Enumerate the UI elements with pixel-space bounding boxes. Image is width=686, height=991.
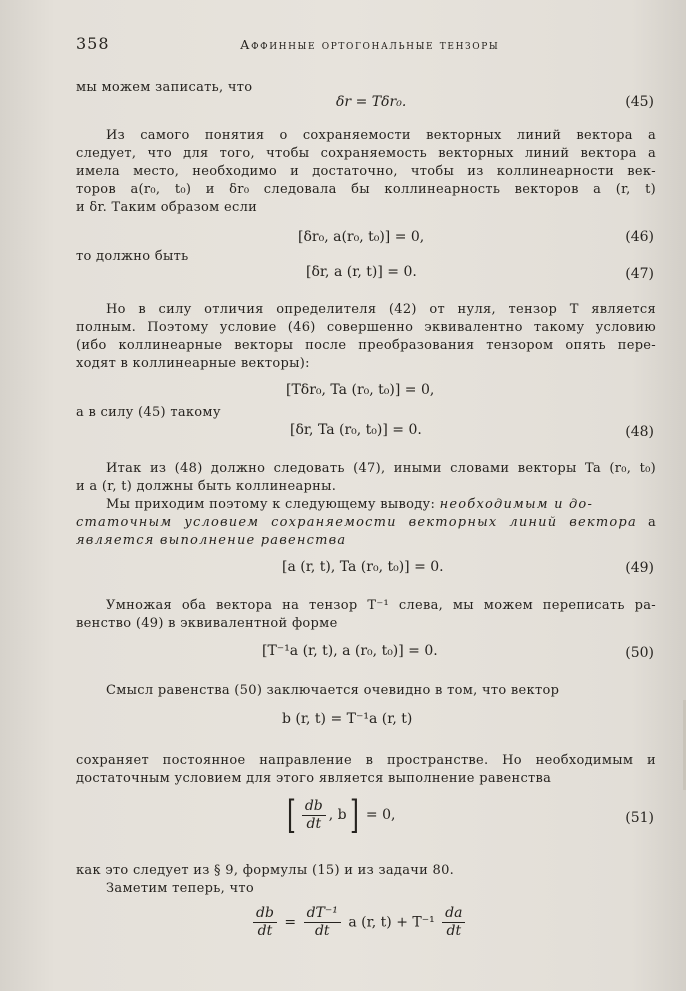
text-line: является выполнение равенства <box>76 533 347 548</box>
text-line: мы можем записать, что <box>76 80 253 95</box>
equation-number-46: (46) <box>625 229 654 245</box>
text-line: (ибо коллинеарные векторы после преобразования тензором опять пере- <box>76 338 656 353</box>
text-line: сохраняет постоянное направление в пространстве. Но необходимым и <box>76 753 656 768</box>
equation-49: [a (r, t), Ta (r₀, t₀)] = 0. <box>282 559 444 575</box>
text-line: следует, что для того, чтобы сохраняемость векторных линий вектора a <box>76 146 656 161</box>
equation-derivative: $\frac{db}{dt}$ = $\frac{\text{dT⁻¹}}{dt}$ a (r, t) + T⁻¹ $\frac{da}{dt}$ <box>250 905 468 940</box>
equation-number-48: (48) <box>625 424 654 440</box>
text-line: Из самого понятия о сохраняемости векторных линий вектора a <box>106 128 656 143</box>
text-line: а в силу (45) такому <box>76 405 221 420</box>
running-title: Аффинные ортогональные тензоры <box>240 37 500 52</box>
text-line: Смысл равенства (50) заключается очевидно в том, что вектор <box>106 683 560 698</box>
equation-50: [T⁻¹a (r, t), a (r₀, t₀)] = 0. <box>262 643 438 659</box>
text-line: Итак из (48) должно следовать (47), иными словами векторы Ta (r₀, t₀) <box>106 461 656 476</box>
text-line: венство (49) в эквивалентной форме <box>76 616 338 631</box>
text-line: достаточным условием для этого является выполнение равенства <box>76 771 552 786</box>
page-number: 358 <box>76 34 110 53</box>
text-line: торов a(r₀, t₀) и δr₀ следовала бы коллинеарность векторов a (r, t) <box>76 182 656 197</box>
equation-number-45: (45) <box>625 94 654 110</box>
equation-number-47: (47) <box>625 266 654 282</box>
equation-48b: [δr, Ta (r₀, t₀)] = 0. <box>290 422 422 438</box>
equation-47: [δr, a (r, t)] = 0. <box>306 264 417 280</box>
text-line: имела место, необходимо и достаточно, чтобы из коллинеарности век- <box>76 164 656 179</box>
text-line: Заметим теперь, что <box>106 881 254 896</box>
text-line: как это следует из § 9, формулы (15) и из задачи 80. <box>76 863 455 878</box>
equation-number-51: (51) <box>625 810 654 826</box>
text-line: ходят в коллинеарные векторы): <box>76 356 310 371</box>
text-line: Умножая оба вектора на тензор T⁻¹ слева, мы можем переписать ра- <box>106 598 656 613</box>
text-line: и δr. Таким образом если <box>76 200 258 215</box>
text-line: Мы приходим поэтому к следующему выводу: необходимым и до- <box>106 497 594 512</box>
text-line: полным. Поэтому условие (46) совершенно эквивалентно такому условию <box>76 320 656 335</box>
text-line: и a (r, t) должны быть коллинеарны. <box>76 479 337 494</box>
equation-48a: [Tδr₀, Ta (r₀, t₀)] = 0, <box>286 382 435 398</box>
equation-46: [δr₀, a(r₀, t₀)] = 0, <box>298 229 425 245</box>
equation-45: δr = Tδr₀. <box>336 94 407 110</box>
text-line: статочным условием сохраняемости векторных линий вектора a <box>76 515 657 530</box>
text-line: то должно быть <box>76 249 189 264</box>
equation-b: b (r, t) = T⁻¹a (r, t) <box>282 711 413 727</box>
equation-number-49: (49) <box>625 560 654 576</box>
text-line: Но в силу отличия определителя (42) от нуля, тензор T является <box>106 302 656 317</box>
equation-51: [ $\frac{db}{dt}$ , b] = 0, <box>286 793 396 837</box>
equation-number-50: (50) <box>625 645 654 661</box>
